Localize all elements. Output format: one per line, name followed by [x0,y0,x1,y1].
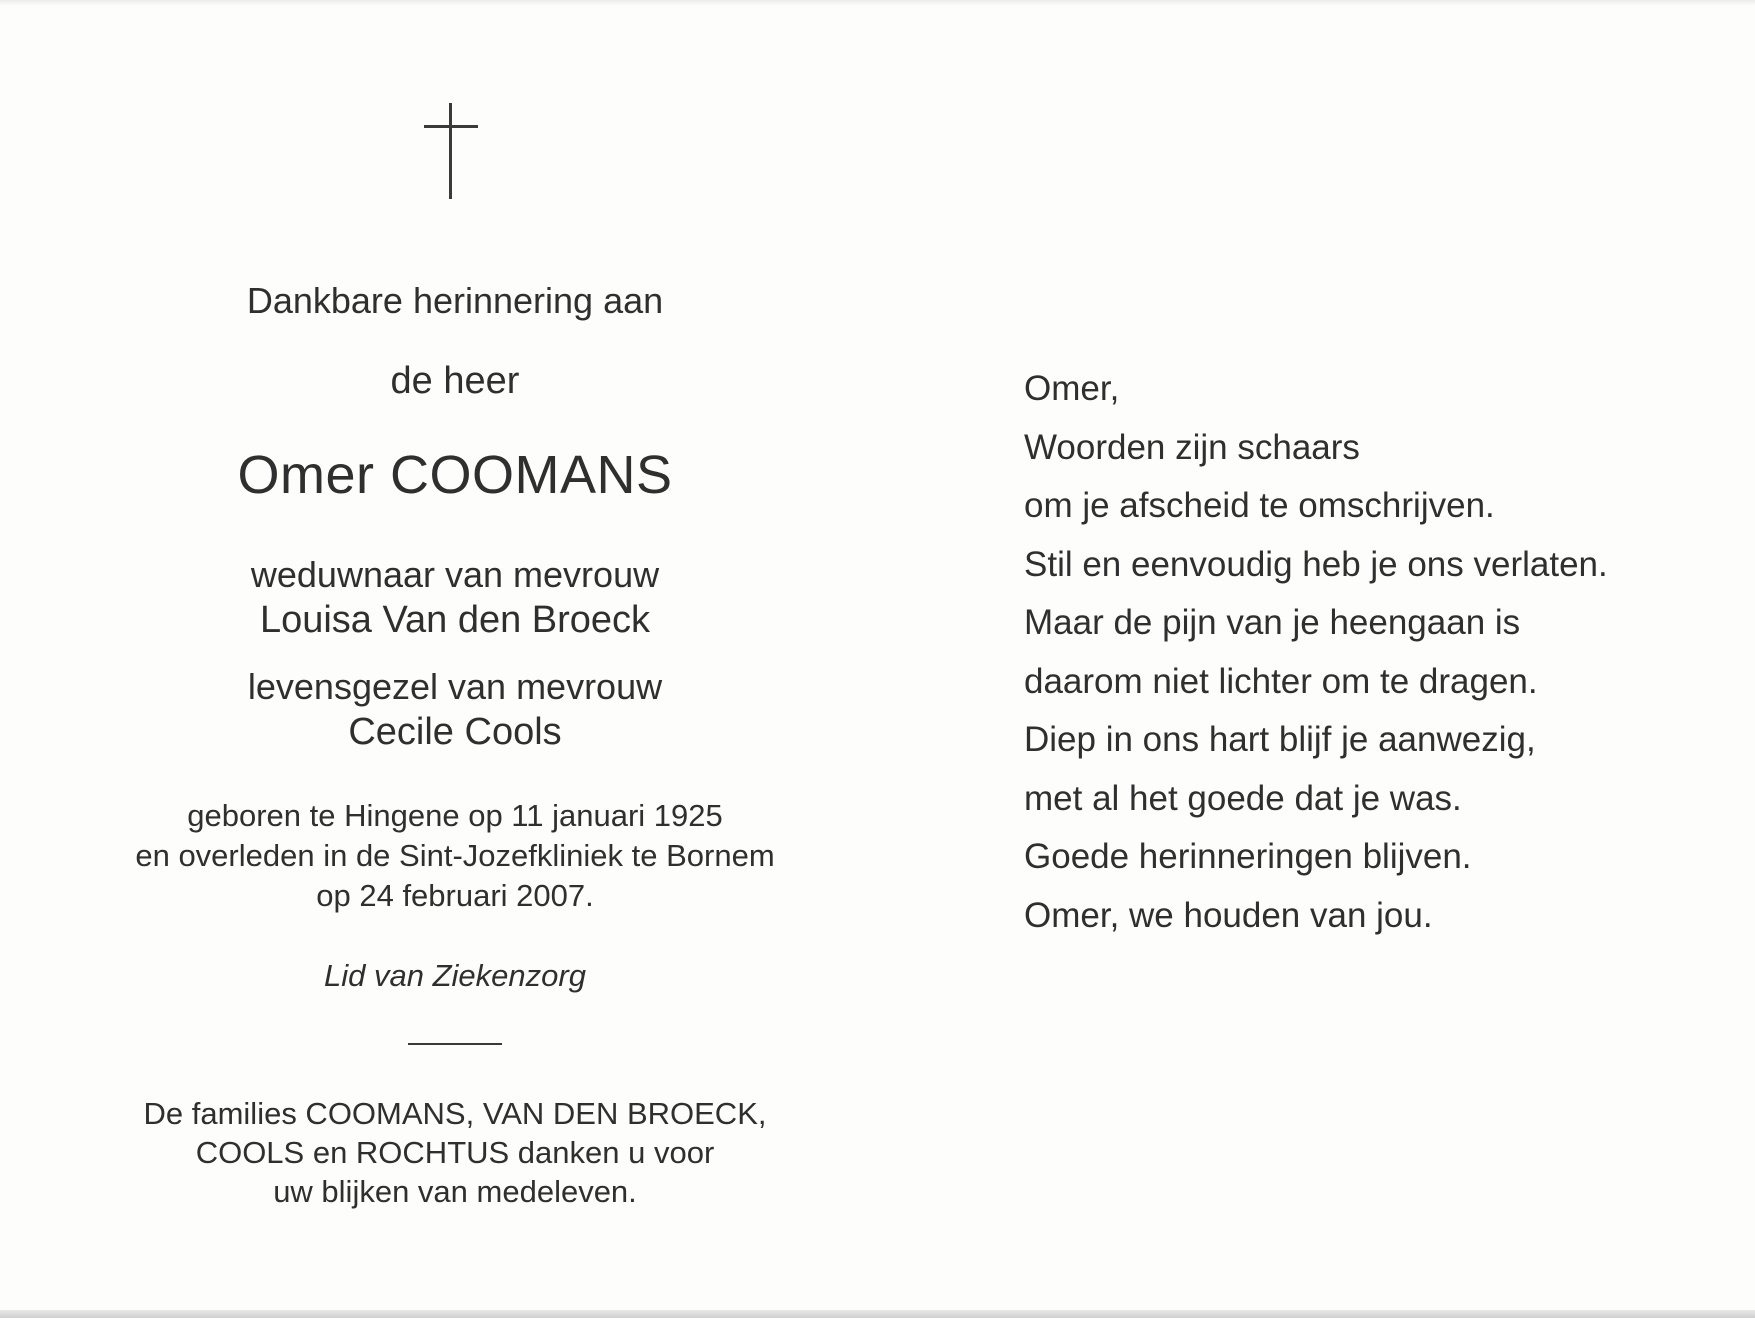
scan-edge-bottom [0,1310,1755,1318]
relation-widower: weduwnaar van mevrouw [250,554,660,595]
poem-line: om je afscheid te omschrijven. [1024,486,1495,525]
poem-line: Stil en eenvoudig heb je ons verlaten. [1024,544,1608,584]
spouse-name: Louisa Van den Broeck [259,599,651,641]
poem [1024,360,1608,945]
death-date-line: op 24 februari 2007. [316,878,594,913]
death-line: en overleden in de Sint-Jozefkliniek te Bornem [135,838,775,873]
thanks-line: uw blijken van medeleven. [273,1174,637,1209]
poem-line: Maar de pijn van je heengaan is [1024,603,1521,642]
partner-name: Cecile Cools [348,711,562,753]
thanks-line: De families COOMANS, VAN DEN BROECK, [143,1096,767,1131]
intro-text: Dankbare herinnering aan [246,280,664,321]
poem-line: Omer, we houden van jou. [1024,895,1433,935]
poem-line: Goede herinneringen blijven. [1024,837,1472,876]
cross-icon [424,103,478,199]
poem-line: Omer, [1024,369,1120,408]
membership-line: Lid van Ziekenzorg [324,958,586,993]
thanks-line: COOLS en ROCHTUS danken u voor [195,1135,715,1170]
deceased-name: Omer COOMANS [237,445,673,505]
relation-partner: levensgezel van mevrouw [247,666,663,707]
poem-line: daarom niet lichter om te dragen. [1024,661,1538,701]
birth-line: geboren te Hingene op 11 januari 1925 [187,798,723,833]
poem-line: Woorden zijn schaars [1024,427,1360,467]
honorific: de heer [390,360,520,402]
poem-line: met al het goede dat je was. [1024,778,1462,818]
scan-edge-top [0,0,1755,6]
divider [408,1043,502,1045]
poem-line: Diep in ons hart blijf je aanwezig, [1024,720,1536,759]
